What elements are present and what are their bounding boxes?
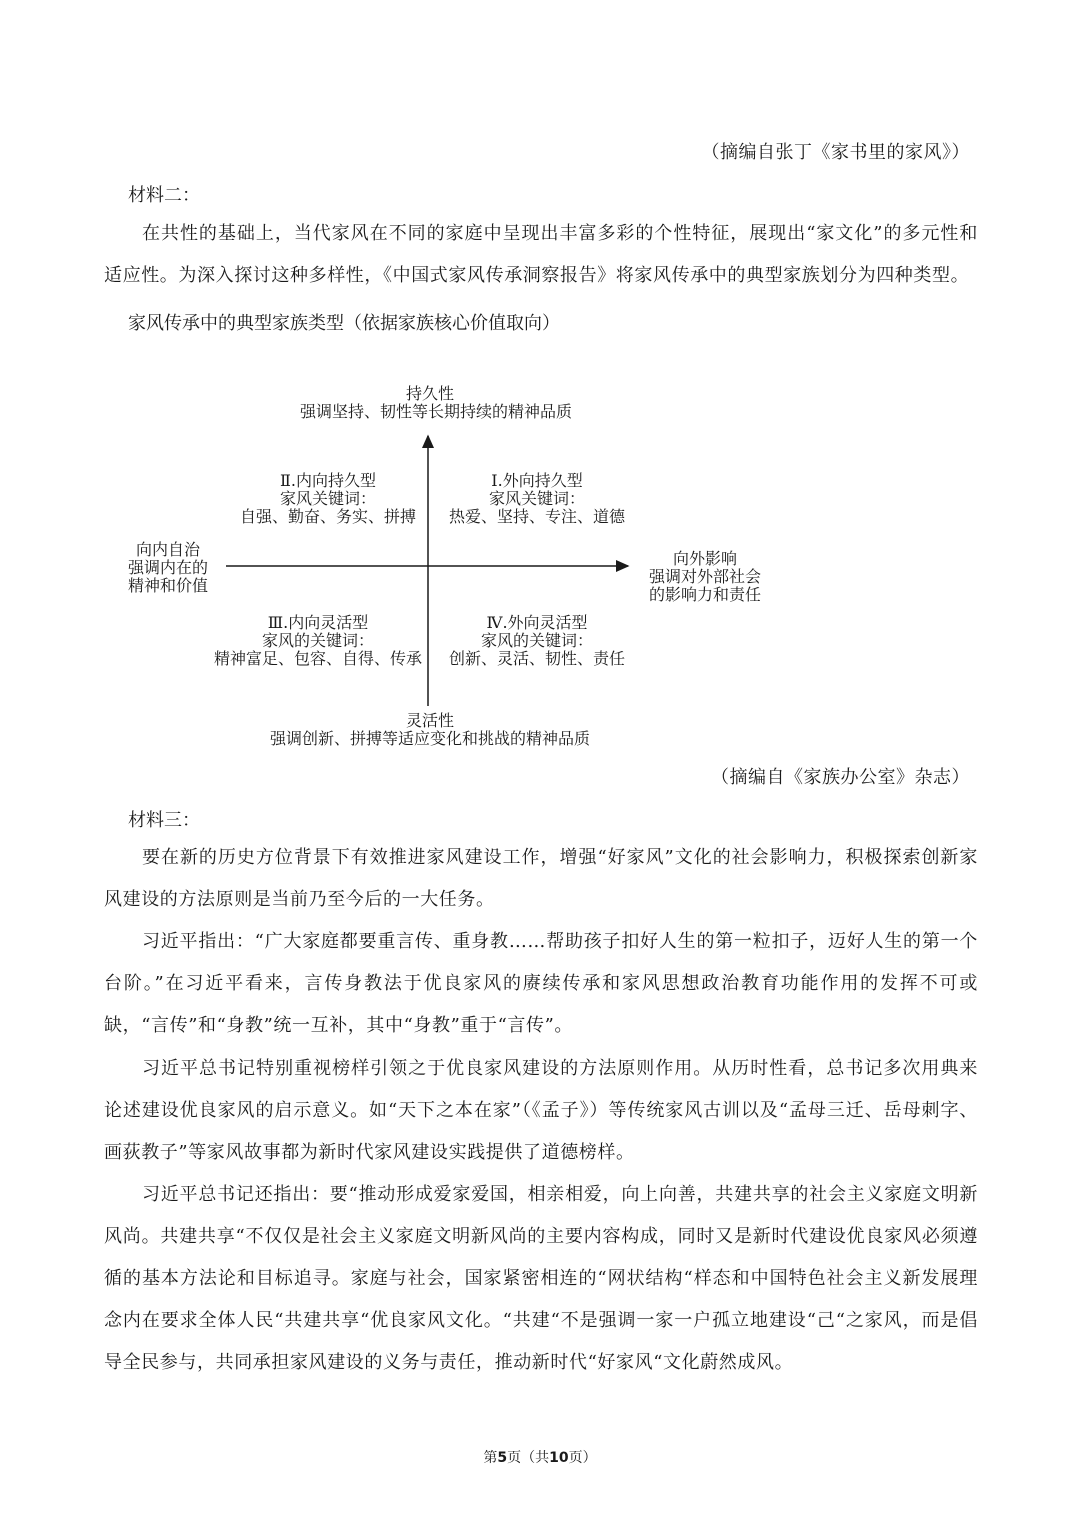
axis-left-line-2: 强调内在的 xyxy=(127,558,208,577)
quadrant-4-subtitle: 家风的关键词： xyxy=(480,631,593,650)
axis-right-line-3: 的影响力和责任 xyxy=(648,585,761,604)
material-3-label: 材料三： xyxy=(128,810,200,831)
quadrant-1-subtitle: 家风关键词： xyxy=(488,489,585,508)
material-2-label: 材料二： xyxy=(128,185,200,206)
quadrant-1-title: Ⅰ.外向持久型 xyxy=(491,471,583,490)
quadrant-3-title: Ⅲ.内向灵活型 xyxy=(267,613,369,632)
material-3-paragraph-1: 要在新的历史方位背景下有效推进家风建设工作，增强“好家风”文化的社会影响力，积极探索创新家风建设的方法原则是当前乃至今后的一大任务。 xyxy=(104,847,978,910)
quadrant-2-keywords: 自强、勤奋、务实、拼搏 xyxy=(239,507,416,526)
quadrant-1 xyxy=(437,472,637,526)
axis-left-line-1: 向内自治 xyxy=(135,540,200,559)
axis-top-title: 持久性 xyxy=(405,384,454,403)
footer-mid: 页（共 xyxy=(507,1450,550,1466)
footer-prefix: 第 xyxy=(483,1450,498,1466)
footer-suffix: 页） xyxy=(568,1450,597,1466)
footer-total-pages: 10 xyxy=(549,1450,569,1466)
quadrant-4-title: Ⅳ.外向灵活型 xyxy=(486,613,588,632)
page-footer xyxy=(0,1447,1080,1467)
axis-right-label xyxy=(635,550,775,604)
quadrant-2 xyxy=(228,472,428,526)
axis-left-line-3: 精神和价值 xyxy=(127,576,208,595)
material-2-paragraph: 在共性的基础上，当代家风在不同的家庭中呈现出丰富多彩的个性特征，展现出“家文化”的多元性和适应性。为深入探讨这种多样性，《中国式家风传承洞察报告》将家风传承中的典型家族划分为四种类型。 xyxy=(104,223,978,286)
material-3-paragraph-2: 习近平指出：“广大家庭都要重言传、重身教……帮助孩子扣好人生的第一粒扣子，迈好人生的第一个台阶。”在习近平看来，言传身教法于优良家风的赓续传承和家风思想政治教育功能作用的发挥不可或缺，“言传”和“身教”统一互补，其中“身教”重于“言传”。 xyxy=(104,931,978,1036)
quadrant-3-subtitle: 家风的关键词： xyxy=(261,631,374,650)
axis-top-label xyxy=(300,384,573,421)
quadrant-2-subtitle: 家风关键词： xyxy=(279,489,376,508)
quadrant-3 xyxy=(208,614,428,668)
material-3-paragraph-3: 习近平总书记特别重视榜样引领之于优良家风建设的方法原则作用。从历时性看，总书记多次用典来论述建设优良家风的启示意义。如“天下之本在家”（《孟子》）等传统家风古训以及“孟母三迁、岳母刺字、画荻教子”等家风故事都为新时代家风建设实践提供了道德榜样。 xyxy=(104,1058,978,1163)
axis-bottom-title: 灵活性 xyxy=(405,711,454,730)
quadrant-4-keywords: 创新、灵活、韧性、责任 xyxy=(448,649,625,668)
axis-bottom-desc: 强调创新、拼搏等适应变化和挑战的精神品质 xyxy=(269,729,590,748)
quadrant-2-title: Ⅱ.内向持久型 xyxy=(280,471,376,490)
axis-left-label xyxy=(108,541,228,595)
material-3-paragraph-4: 习近平总书记还指出：要“推动形成爱家爱国，相亲相爱，向上向善，共建共享的社会主义家庭文明新风尚。共建共享“不仅仅是社会主义家庭文明新风尚的主要内容构成，同时又是新时代建设优良家风必须遵循的基本方法论和目标追寻。家庭与社会，国家紧密相连的“网状结构“样态和中国特色社会主义新发展理念内在要求全体人民“共建共享“优良家风文化。“共建“不是强调一家一户孤立地建设“己“之家风，而是倡导全民参与，共同承担家风建设的义务与责任，推动新时代“好家风“文化蔚然成风。 xyxy=(104,1184,978,1373)
source-citation-1: （摘编自张丁《家书里的家风》） xyxy=(701,142,970,163)
quadrant-3-keywords: 精神富足、包容、自得、传承 xyxy=(213,649,422,668)
axis-right-line-1: 向外影响 xyxy=(672,549,737,568)
axis-right-line-2: 强调对外部社会 xyxy=(648,567,761,586)
axis-bottom-label xyxy=(260,712,600,748)
axis-top-desc: 强调坚持、韧性等长期持续的精神品质 xyxy=(300,402,573,421)
source-citation-2: （摘编自《家族办公室》杂志） xyxy=(711,767,970,788)
quadrant-1-keywords: 热爱、坚持、专注、道德 xyxy=(448,507,625,526)
diagram-caption: 家风传承中的典型家族类型（依据家族核心价值取向） xyxy=(128,313,560,334)
footer-page-number: 5 xyxy=(497,1450,508,1466)
quadrant-4 xyxy=(437,614,637,668)
